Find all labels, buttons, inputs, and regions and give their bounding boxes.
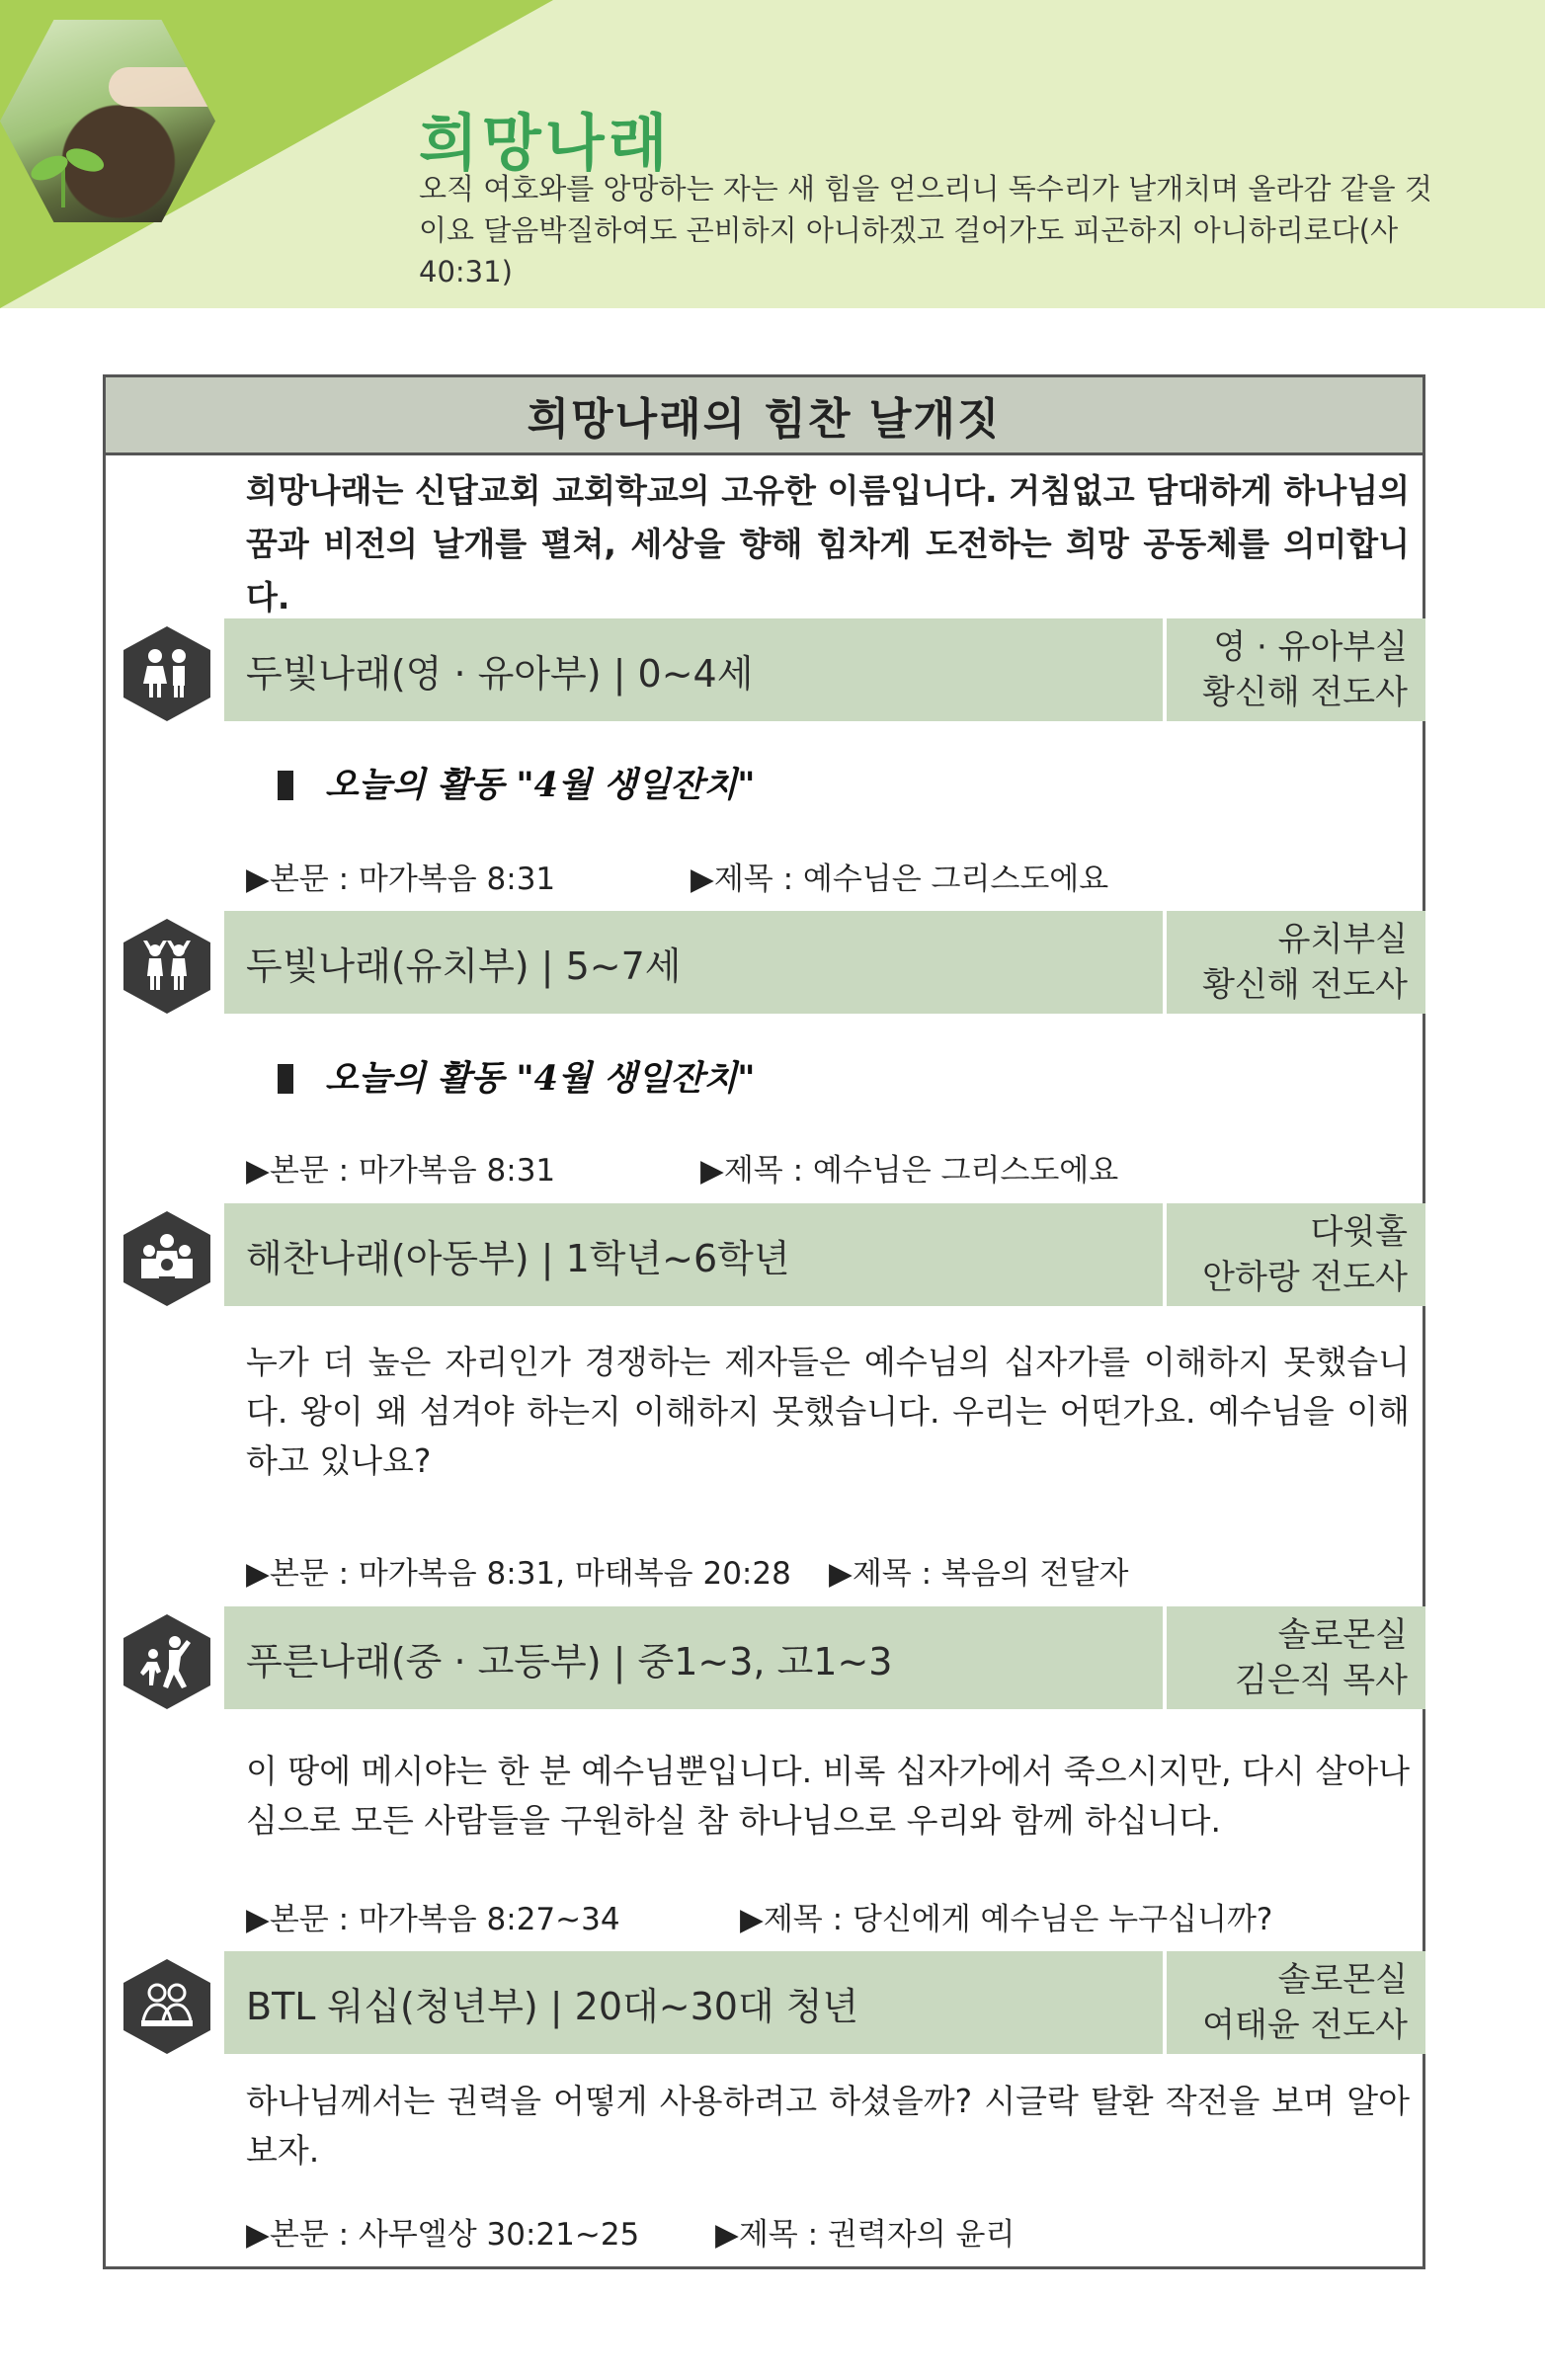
department-name: 두빛나래(유치부) | 5~7세 xyxy=(224,911,1163,1014)
sermon-subject: ▶제목 : 복음의 전달자 xyxy=(829,1556,1129,1592)
reference-line xyxy=(246,1894,1273,1938)
square-bullet-icon xyxy=(278,1064,293,1094)
seedling-stem xyxy=(61,168,65,207)
lesson-summary: 이 땅에 메시야는 한 분 예수님뿐입니다. 비록 십자가에서 죽으시지만, 다시 살아나심으로 모든 사람들을 구원하실 참 하나님으로 우리와 함께 하십니다. xyxy=(246,1752,1410,1840)
leader-name: 황신해 전도사 xyxy=(1202,965,1408,1005)
leader-name: 여태윤 전도사 xyxy=(1202,2006,1408,2045)
reference-line xyxy=(246,2209,1016,2254)
scripture-ref: ▶본문 : 사무엘상 30:21~25 xyxy=(246,2217,640,2253)
young-adults-icon xyxy=(123,1959,210,2054)
room-name: 다윗홀 xyxy=(1310,1212,1408,1252)
scripture-ref: ▶본문 : 마가복음 8:31, 마태복음 20:28 xyxy=(246,1556,791,1592)
room-name: 솔로몬실 xyxy=(1277,1615,1408,1655)
scripture-ref: ▶본문 : 마가복음 8:31 xyxy=(246,1153,556,1189)
room-name: 영 · 유아부실 xyxy=(1213,627,1408,667)
department-info xyxy=(1167,618,1425,721)
department-info xyxy=(1167,1203,1425,1306)
department-name: BTL 워십(청년부) | 20대~30대 청년 xyxy=(224,1951,1163,2054)
sermon-subject: ▶제목 : 당신에게 예수님은 누구십니까? xyxy=(740,1902,1273,1937)
scripture-ref: ▶본문 : 마가복음 8:27~34 xyxy=(246,1902,620,1937)
activity-text: 오늘의 활동 "4월 생일잔치" xyxy=(325,765,756,805)
square-bullet-icon xyxy=(278,771,293,800)
lesson-summary: 누가 더 높은 자리인가 경쟁하는 제자들은 예수님의 십자가를 이해하지 못했습니다. 왕이 왜 섬겨야 하는지 이해하지 못했습니다. 우리는 어떤가요. 예수님을 이해하고 있나요? xyxy=(246,1343,1410,1480)
reference-line xyxy=(246,1548,1129,1593)
sermon-subject: ▶제목 : 예수님은 그리스도에요 xyxy=(700,1153,1119,1189)
page-title: 희망나래 xyxy=(419,107,672,179)
activity-line xyxy=(278,758,755,807)
program-box xyxy=(103,374,1425,2269)
department-info xyxy=(1167,1951,1425,2054)
department-info xyxy=(1167,1606,1425,1709)
scripture-ref: ▶본문 : 마가복음 8:31 xyxy=(246,862,556,897)
department-info xyxy=(1167,911,1425,1014)
youth-icon xyxy=(123,1614,210,1709)
group-icon xyxy=(123,1211,210,1306)
seedling-leaf xyxy=(63,144,107,176)
leader-name: 안하랑 전도사 xyxy=(1202,1258,1408,1297)
header-banner xyxy=(0,0,1545,308)
reference-line xyxy=(246,854,1109,898)
children-icon xyxy=(123,626,210,721)
sermon-subject: ▶제목 : 권력자의 윤리 xyxy=(715,2217,1016,2253)
department-name: 두빛나래(영 · 유아부) | 0~4세 xyxy=(224,618,1163,721)
room-name: 솔로몬실 xyxy=(1277,1960,1408,2000)
kids-cheering-icon xyxy=(123,919,210,1014)
activity-text: 오늘의 활동 "4월 생일잔치" xyxy=(325,1058,756,1099)
bible-verse: 오직 여호와를 앙망하는 자는 새 힘을 얻으리니 독수리가 날개치며 올라감 같을 것이요 달음박질하여도 곤비하지 아니하겠고 걸어가도 피곤하지 아니하리로다(사 40:31) xyxy=(419,172,1432,288)
lesson-summary: 하나님께서는 권력을 어떻게 사용하려고 하셨을까? 시글락 탈환 작전을 보며 알아보자. xyxy=(246,2082,1410,2170)
activity-line xyxy=(278,1051,755,1101)
leader-name: 김은직 목사 xyxy=(1234,1661,1408,1700)
department-name: 해찬나래(아동부) | 1학년~6학년 xyxy=(224,1203,1163,1306)
program-title: 희망나래의 힘찬 날개짓 xyxy=(106,377,1423,455)
department-name: 푸른나래(중 · 고등부) | 중1~3, 고1~3 xyxy=(224,1606,1163,1709)
room-name: 유치부실 xyxy=(1277,920,1408,959)
reference-line xyxy=(246,1145,1119,1190)
sermon-subject: ▶제목 : 예수님은 그리스도에요 xyxy=(691,862,1109,897)
leader-name: 황신해 전도사 xyxy=(1202,673,1408,712)
intro-text: 희망나래는 신답교회 교회학교의 고유한 이름입니다. 거침없고 담대하게 하나님의 꿈과 비전의 날개를 펼쳐, 세상을 향해 힘차게 도전하는 희망 공동체를 의미합니다. xyxy=(246,471,1410,616)
